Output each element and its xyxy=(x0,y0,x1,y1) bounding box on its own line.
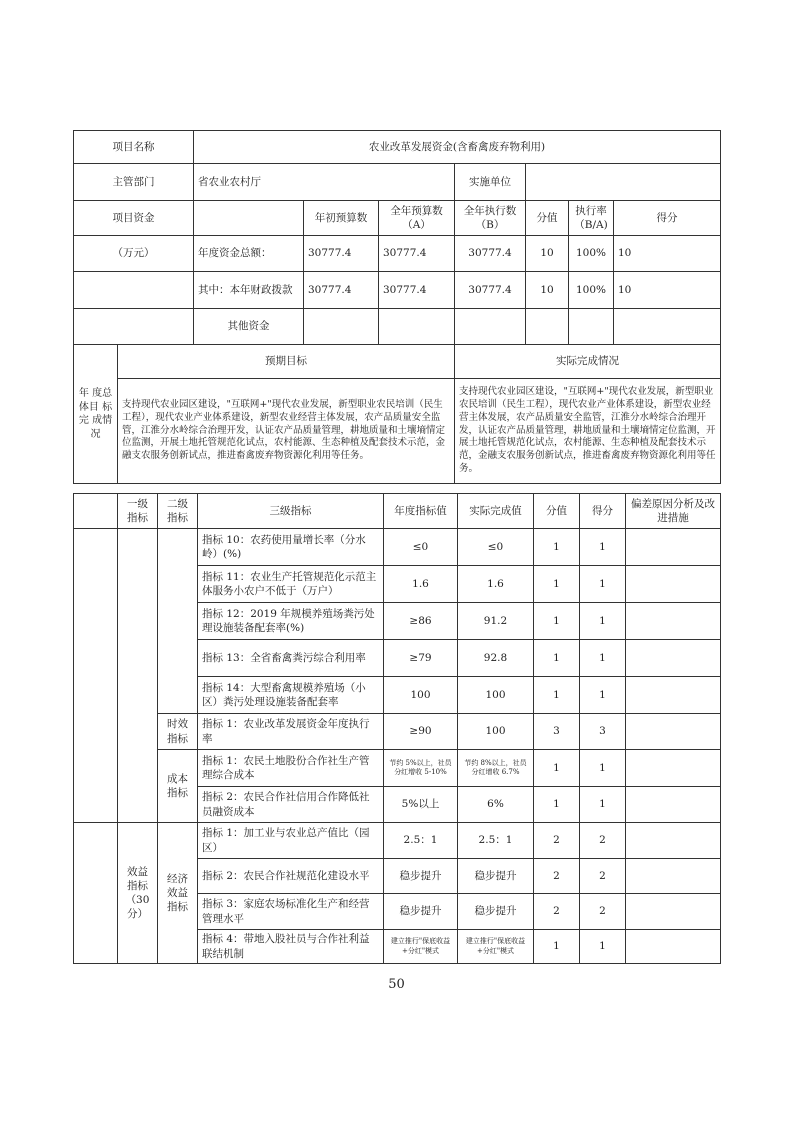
indicator-actual: 100 xyxy=(458,677,534,714)
indicator-actual: 91.2 xyxy=(458,603,534,640)
header-level1: 一级指标 xyxy=(118,494,158,529)
indicator-actual: 6% xyxy=(458,787,534,823)
dept-value: 省农业农村厅 xyxy=(194,164,455,201)
indicator-points: 1 xyxy=(580,787,626,823)
group-economic: 经济效益指标 xyxy=(158,823,198,964)
header-actual: 实际完成值 xyxy=(458,494,534,529)
indicator-analysis xyxy=(626,677,721,714)
fund-initial: 30777.4 xyxy=(304,272,379,309)
expected-text: 支持现代农业园区建设，"互联网+"现代农业发展，新型职业农民培训（民生工程），现代农业产业体系建设，新型农业经营主体发展，农产品质量安全监管，江淮分水岭综合治理开发，认证农产品质量管理，耕地质量和土壤墒情定位监测，开展土地托管规范化试点，农村能源、生态种植及配套技术示范，金融支农服务创新试点，推进畜禽废弃物资源化利用等任务。 xyxy=(118,379,455,484)
indicator-target: 1.6 xyxy=(384,566,458,603)
indicator-target: 节约 5%以上，社员分红增收 5-10% xyxy=(384,750,458,787)
col-score: 分值 xyxy=(526,201,569,236)
indicator-analysis xyxy=(626,823,721,859)
header-score: 分值 xyxy=(534,494,580,529)
blank-cell xyxy=(74,494,118,529)
indicator-analysis xyxy=(626,859,721,894)
indicator-score: 3 xyxy=(534,714,580,750)
table-row xyxy=(74,714,721,750)
indicator-name: 指标 3：家庭农场标准化生产和经营管理水平 xyxy=(198,894,384,930)
indicator-analysis xyxy=(626,894,721,930)
actual-text: 支持现代农业园区建设，"互联网+"现代农业发展，新型职业农民培训（民生工程），现代农业产业体系建设，新型农业经营主体发展，农产品质量安全监管，江淮分水岭综合治理开发，认证农产品质量管理，耕地质量和土壤墒情定位监测，开展土地托管规范化试点，农村能源、生态种植及配套技术示范，金融支农服务创新试点，推进畜禽废弃物资源化利用等任务。 xyxy=(455,379,721,484)
indicator-score: 1 xyxy=(534,566,580,603)
indicator-name: 指标 1：加工业与农业总产值比（园区） xyxy=(198,823,384,859)
col-exec: 全年执行数（B） xyxy=(455,201,526,236)
indicator-points: 1 xyxy=(580,603,626,640)
header-target: 年度指标值 xyxy=(384,494,458,529)
fund-initial: 30777.4 xyxy=(304,236,379,272)
dept-label: 主管部门 xyxy=(74,164,194,201)
indicator-points: 2 xyxy=(580,823,626,859)
fund-score xyxy=(526,309,569,345)
actual-label: 实际完成情况 xyxy=(455,345,721,379)
expected-label: 预期目标 xyxy=(118,345,455,379)
indicator-points: 1 xyxy=(580,529,626,566)
funds-header-row xyxy=(74,201,721,236)
indicator-target: 建立推行"保底收益+分红"模式 xyxy=(384,930,458,964)
indicator-name: 指标 11：农业生产托管规范化示范主体服务小农户不低于（万户） xyxy=(198,566,384,603)
indicator-score: 1 xyxy=(534,529,580,566)
page-number: 50 xyxy=(388,977,405,992)
indicator-actual: 1.6 xyxy=(458,566,534,603)
fund-rate xyxy=(569,309,614,345)
indicator-score: 2 xyxy=(534,894,580,930)
table-row xyxy=(74,529,721,566)
fund-exec: 30777.4 xyxy=(455,236,526,272)
fund-annual: 30777.4 xyxy=(379,272,455,309)
indicator-score: 1 xyxy=(534,787,580,823)
fund-score: 10 xyxy=(526,272,569,309)
blank-cell xyxy=(74,823,118,964)
indicator-table xyxy=(73,493,721,964)
fund-points xyxy=(614,309,721,345)
indicator-header-row xyxy=(74,494,721,529)
performance-table xyxy=(73,130,721,484)
indicator-name: 指标 10：农药使用量增长率（分水岭）(%) xyxy=(198,529,384,566)
indicator-name: 指标 13：全省畜禽粪污综合利用率 xyxy=(198,640,384,677)
indicator-actual: 节约 8%以上，社员分红增收 6.7% xyxy=(458,750,534,787)
fund-rate: 100% xyxy=(569,236,614,272)
fund-row-label: 其他资金 xyxy=(194,309,304,345)
indicator-target: 稳步提升 xyxy=(384,859,458,894)
blank-cell xyxy=(74,529,118,823)
indicator-score: 1 xyxy=(534,930,580,964)
funds-row xyxy=(74,236,721,272)
indicator-target: ≥90 xyxy=(384,714,458,750)
indicator-points: 2 xyxy=(580,894,626,930)
indicator-actual: 2.5：1 xyxy=(458,823,534,859)
fund-annual: 30777.4 xyxy=(379,236,455,272)
indicator-target: ≥79 xyxy=(384,640,458,677)
indicator-score: 2 xyxy=(534,859,580,894)
goals-side-label: 年 度总 体目 标完 成情况 xyxy=(74,345,118,484)
fund-exec: 30777.4 xyxy=(455,272,526,309)
fund-row-label: 年度资金总额： xyxy=(194,236,304,272)
indicator-target: 2.5：1 xyxy=(384,823,458,859)
indicator-actual: 100 xyxy=(458,714,534,750)
indicator-name: 指标 2：农民合作社信用合作降低社员融资成本 xyxy=(198,787,384,823)
indicator-actual: 92.8 xyxy=(458,640,534,677)
funds-unit: （万元） xyxy=(74,236,194,272)
goals-body-row xyxy=(74,379,721,484)
header-analysis: 偏差原因分析及改进措施 xyxy=(626,494,721,529)
table-row xyxy=(74,750,721,787)
fund-points: 10 xyxy=(614,236,721,272)
funds-row xyxy=(74,309,721,345)
fund-initial xyxy=(304,309,379,345)
col-rate: 执行率（B/A) xyxy=(569,201,614,236)
blank-cell xyxy=(158,529,198,714)
indicator-name: 指标 2：农民合作社规范化建设水平 xyxy=(198,859,384,894)
indicator-points: 1 xyxy=(580,677,626,714)
header-level2: 二级指标 xyxy=(158,494,198,529)
indicator-score: 1 xyxy=(534,677,580,714)
blank-cell xyxy=(74,272,194,309)
fund-exec xyxy=(455,309,526,345)
blank-cell xyxy=(118,529,158,823)
indicator-actual: 建立推行"保底收益+分红"模式 xyxy=(458,930,534,964)
indicator-analysis xyxy=(626,640,721,677)
indicator-score: 1 xyxy=(534,750,580,787)
project-name-label: 项目名称 xyxy=(74,131,194,164)
table-row xyxy=(74,823,721,859)
indicator-points: 1 xyxy=(580,750,626,787)
fund-rate: 100% xyxy=(569,272,614,309)
indicator-target: ≥86 xyxy=(384,603,458,640)
indicator-name: 指标 1：农业改革发展资金年度执行率 xyxy=(198,714,384,750)
fund-score: 10 xyxy=(526,236,569,272)
indicator-score: 1 xyxy=(534,603,580,640)
header-level3: 三级指标 xyxy=(198,494,384,529)
indicator-analysis xyxy=(626,787,721,823)
goals-header-row xyxy=(74,345,721,379)
indicator-actual: 稳步提升 xyxy=(458,894,534,930)
funds-row xyxy=(74,272,721,309)
indicator-analysis xyxy=(626,750,721,787)
indicator-actual: 稳步提升 xyxy=(458,859,534,894)
indicator-points: 2 xyxy=(580,859,626,894)
indicator-analysis xyxy=(626,566,721,603)
funds-label: 项目资金 xyxy=(74,201,194,236)
indicator-analysis xyxy=(626,930,721,964)
impl-label: 实施单位 xyxy=(455,164,526,201)
project-name-row xyxy=(74,131,721,164)
indicator-target: 5%以上 xyxy=(384,787,458,823)
indicator-points: 1 xyxy=(580,566,626,603)
col-initial: 年初预算数 xyxy=(304,201,379,236)
indicator-analysis xyxy=(626,603,721,640)
indicator-analysis xyxy=(626,714,721,750)
impl-value xyxy=(526,164,721,201)
indicator-analysis xyxy=(626,529,721,566)
col-annual: 全年预算数（A） xyxy=(379,201,455,236)
indicator-points: 1 xyxy=(580,930,626,964)
fund-row-label: 其中：本年财政拨款 xyxy=(194,272,304,309)
dept-row xyxy=(74,164,721,201)
indicator-actual: ≤0 xyxy=(458,529,534,566)
indicator-name: 指标 14：大型畜禽规模养殖场（小区）粪污处理设施装备配套率 xyxy=(198,677,384,714)
project-name-value: 农业改革发展资金(含畜禽废弃物利用) xyxy=(194,131,721,164)
funds-blank xyxy=(194,201,304,236)
fund-points: 10 xyxy=(614,272,721,309)
group-benefit: 效益指标（30分） xyxy=(118,823,158,964)
indicator-target: 100 xyxy=(384,677,458,714)
group-timeliness: 时效指标 xyxy=(158,714,198,750)
blank-cell xyxy=(74,309,194,345)
group-cost: 成本指标 xyxy=(158,750,198,823)
indicator-points: 3 xyxy=(580,714,626,750)
fund-annual xyxy=(379,309,455,345)
indicator-name: 指标 4：带地入股社员与合作社利益联结机制 xyxy=(198,930,384,964)
indicator-points: 1 xyxy=(580,640,626,677)
indicator-target: 稳步提升 xyxy=(384,894,458,930)
header-points: 得分 xyxy=(580,494,626,529)
indicator-target: ≤0 xyxy=(384,529,458,566)
col-points: 得分 xyxy=(614,201,721,236)
indicator-score: 1 xyxy=(534,640,580,677)
indicator-name: 指标 1：农民土地股份合作社生产管理综合成本 xyxy=(198,750,384,787)
indicator-score: 2 xyxy=(534,823,580,859)
indicator-name: 指标 12：2019 年规模养殖场粪污处理设施装备配套率(%) xyxy=(198,603,384,640)
